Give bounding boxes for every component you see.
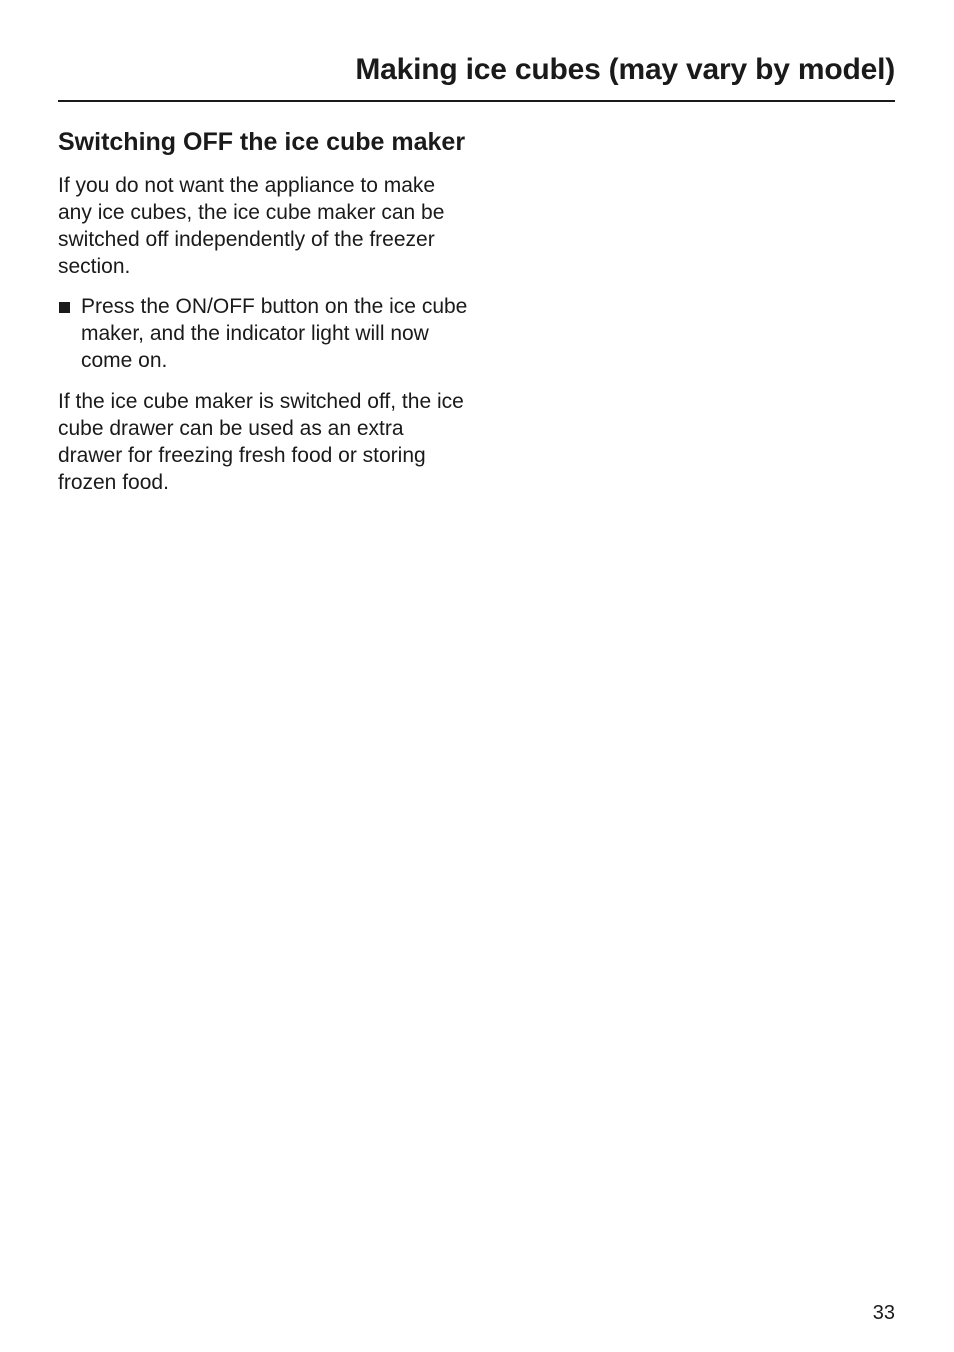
note-paragraph: If the ice cube maker is switched off, the ice cube drawer can be used as an extra drawer for freezing fresh food or storing frozen food. <box>58 390 464 494</box>
main-content <box>58 126 468 509</box>
square-bullet-icon <box>59 302 70 313</box>
page-header <box>58 48 895 102</box>
page-title: Making ice cubes (may vary by model) <box>355 53 895 86</box>
page-number: 33 <box>872 1302 895 1324</box>
intro-paragraph: If you do not want the appliance to make any ice cubes, the ice cube maker can be switched off independently of the freezer section. <box>58 174 445 278</box>
instruction-step <box>58 293 468 374</box>
section-heading: Switching OFF the ice cube maker <box>58 128 466 156</box>
instruction-step-text: Press the ON/OFF button on the ice cube maker, and the indicator light will now come on. <box>81 295 468 372</box>
